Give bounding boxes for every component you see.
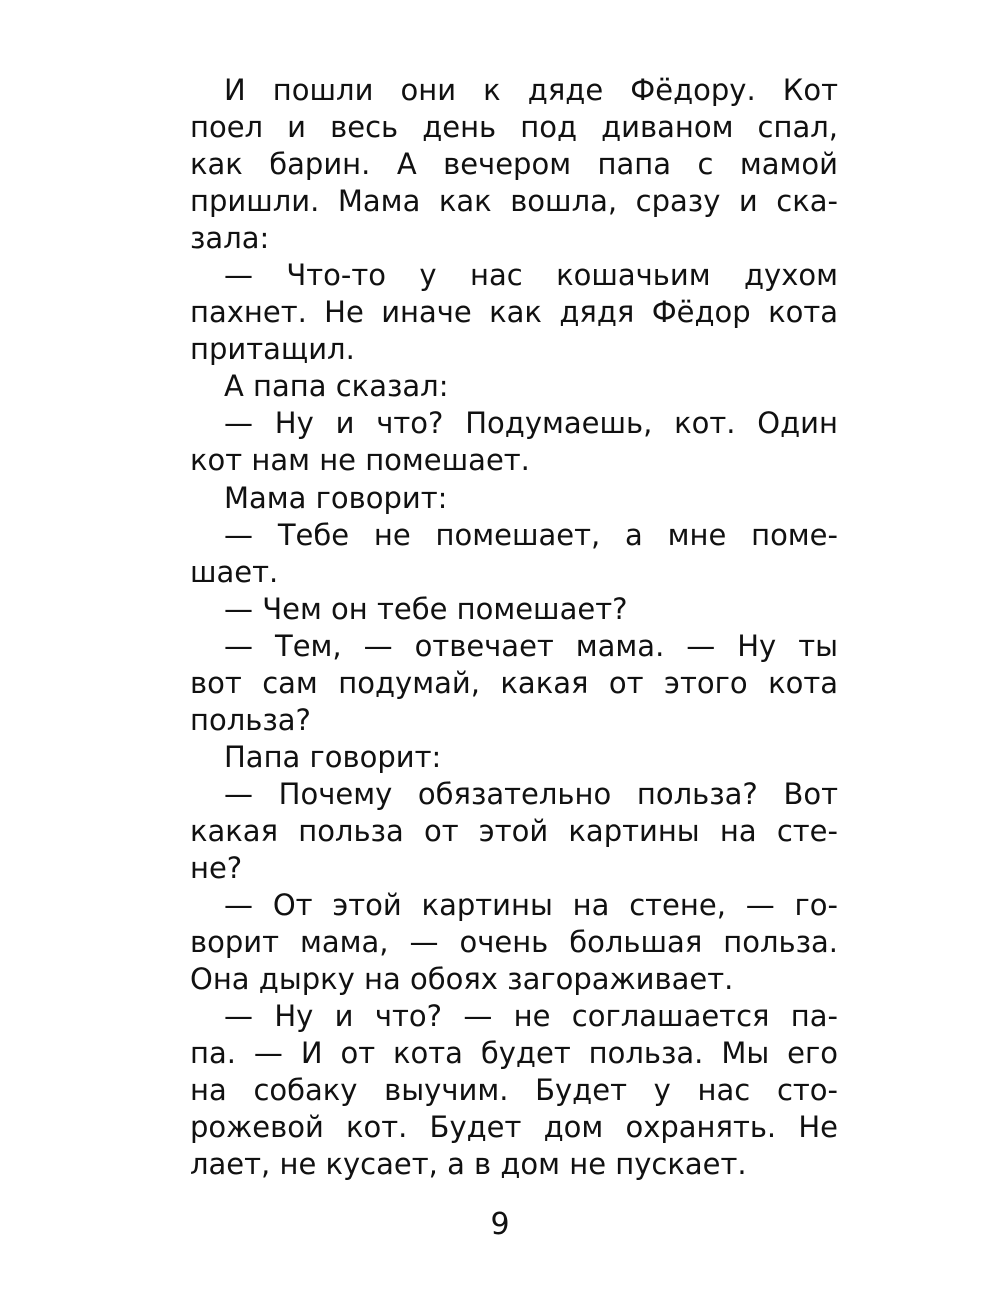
text-line: пахнет. Не иначе как дядя Фёдор кота — [190, 295, 838, 330]
text-line: И пошли они к дяде Фёдору. Кот — [224, 73, 838, 107]
text-line: — Ну и что? — не соглашается па- — [224, 999, 838, 1034]
text-line: не? — [190, 850, 243, 885]
text-line: пришли. Мама как вошла, сразу и ска- — [190, 184, 838, 219]
page-text — [190, 72, 838, 1183]
text-line: — Что-то у нас кошачьим духом — [224, 258, 838, 293]
text-line: лает, не кусает, а в дом не пускает. — [190, 1147, 747, 1182]
text-line: польза? — [190, 702, 311, 737]
text-line: кот нам не помешает. — [190, 443, 530, 478]
text-line: рожевой кот. Будет дом охранять. Не — [190, 1110, 838, 1145]
text-line: зала: — [190, 221, 270, 256]
text-line: как барин. А вечером папа с мамой — [190, 147, 838, 182]
text-line: — Почему обязательно польза? Вот — [224, 776, 838, 811]
text-line: — Ну и что? Подумаешь, кот. Один — [224, 406, 838, 441]
text-line: — От этой картины на стене, — го- — [224, 888, 838, 923]
text-line: А папа сказал: — [224, 369, 449, 404]
text-line: шает. — [190, 554, 279, 589]
text-line: вот сам подумай, какая от этого кота — [190, 665, 838, 700]
text-line: — Тебе не помешает, а мне поме- — [224, 517, 838, 552]
page-number: 9 — [490, 1207, 510, 1242]
text-line: какая польза от этой картины на сте- — [190, 813, 838, 848]
text-line: притащил. — [190, 332, 355, 367]
text-line: — Тем, — отвечает мама. — Ну ты — [224, 628, 838, 663]
text-line: — Чем он тебе помешает? — [224, 591, 628, 626]
text-line: Она дырку на обоях загораживает. — [190, 962, 734, 997]
text-line: па. — И от кота будет польза. Мы его — [190, 1036, 838, 1071]
text-line: поел и весь день под диваном спал, — [190, 110, 838, 145]
text-line: Мама говорит: — [224, 480, 448, 515]
text-line: Папа говорит: — [224, 739, 442, 774]
text-line: ворит мама, — очень большая польза. — [190, 925, 838, 960]
text-line: на собаку выучим. Будет у нас сто- — [190, 1073, 838, 1108]
